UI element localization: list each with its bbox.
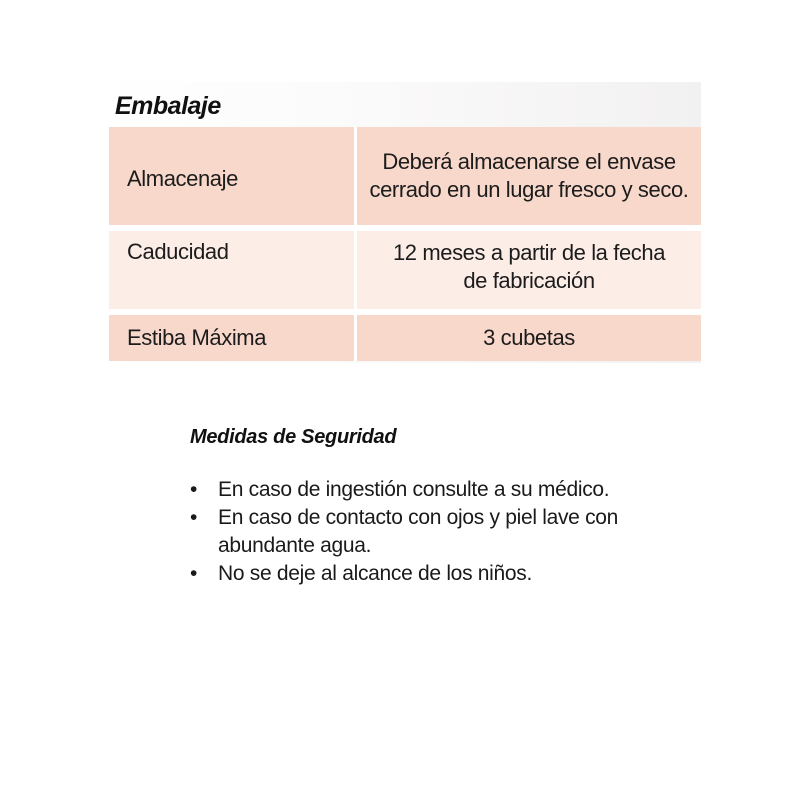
row-value-line: Deberá almacenarse el envase bbox=[382, 149, 676, 174]
list-item bbox=[190, 560, 650, 588]
list-item bbox=[190, 504, 650, 560]
list-item-text: abundante agua. bbox=[218, 534, 372, 557]
row-label-almacenaje: Almacenaje bbox=[109, 127, 357, 225]
table-row-estiba-maxima bbox=[109, 315, 701, 361]
list-item-text: No se deje al alcance de los niños. bbox=[218, 562, 533, 585]
seguridad-title: Medidas de Seguridad bbox=[190, 426, 397, 448]
embalaje-table bbox=[109, 127, 701, 361]
row-value-estiba-maxima bbox=[357, 315, 701, 361]
embalaje-title: Embalaje bbox=[115, 92, 221, 120]
row-value-line: 12 meses a partir de la fecha bbox=[392, 240, 666, 265]
row-label-estiba-maxima: Estiba Máxima bbox=[109, 315, 357, 361]
table-row-caducidad bbox=[109, 231, 701, 309]
row-value-almacenaje bbox=[357, 127, 701, 225]
row-value-caducidad bbox=[357, 231, 701, 309]
list-item-text: En caso de contacto con ojos y piel lave con bbox=[218, 506, 619, 529]
list-item bbox=[190, 476, 650, 504]
table-row-almacenaje bbox=[109, 127, 701, 225]
row-label-caducidad: Caducidad bbox=[109, 231, 357, 309]
bullet-icon: • bbox=[190, 562, 198, 585]
row-value-line: de fabricación bbox=[463, 268, 595, 293]
row-value-line: 3 cubetas bbox=[483, 325, 575, 350]
bullet-icon: • bbox=[190, 506, 198, 529]
list-item-text: En caso de ingestión consulte a su médico. bbox=[218, 478, 610, 501]
row-value-line: cerrado en un lugar fresco y seco. bbox=[369, 177, 689, 202]
seguridad-list bbox=[190, 476, 650, 588]
bullet-icon: • bbox=[190, 478, 198, 501]
